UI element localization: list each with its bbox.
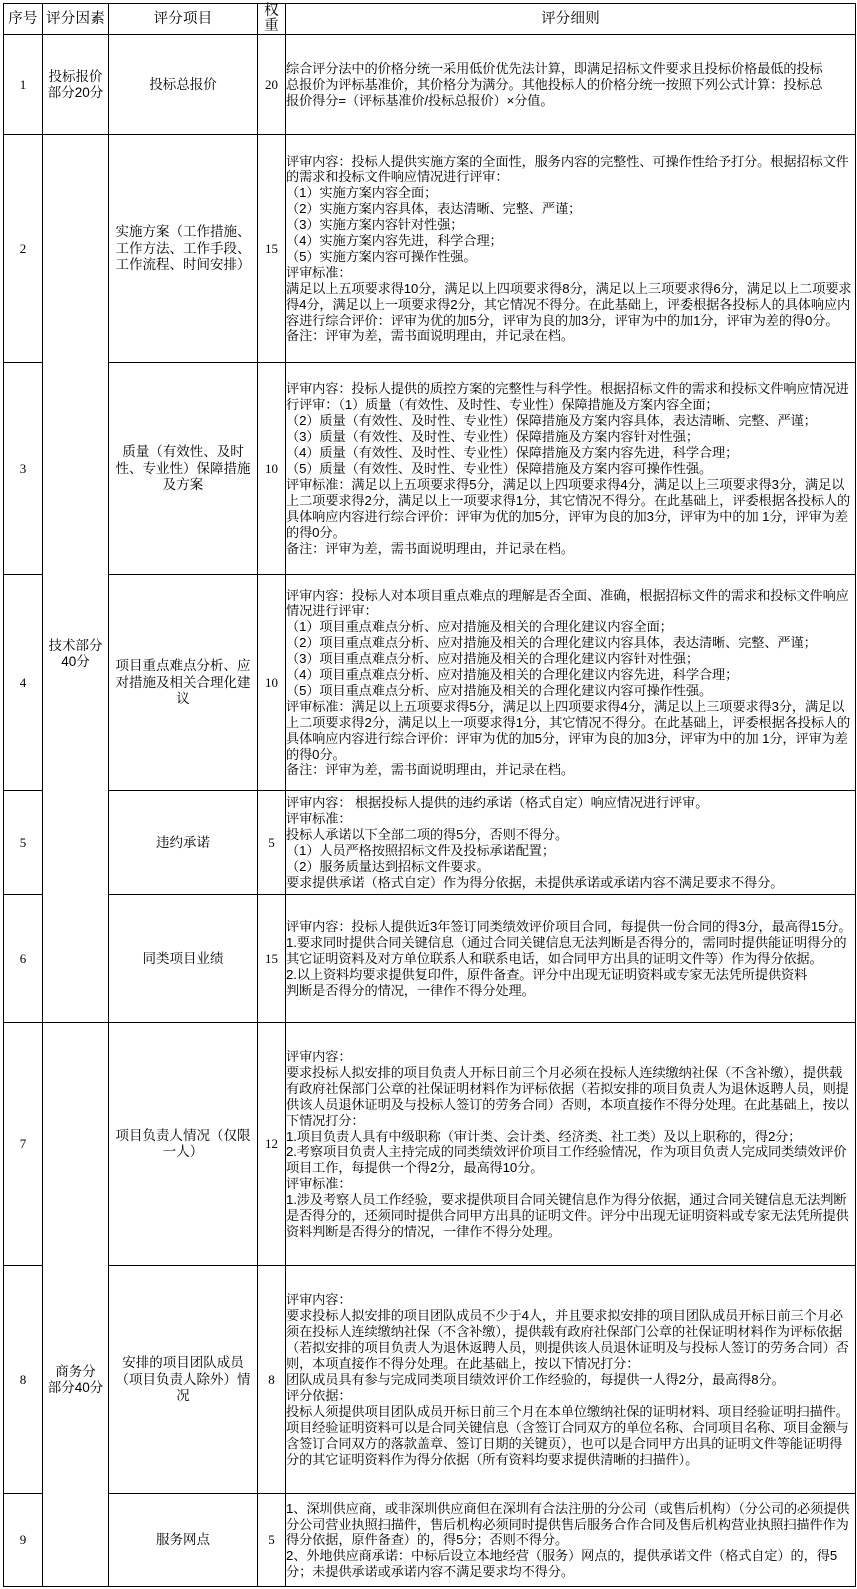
detail-line: 备注：评审为差，需书面说明理由，并记录在档。 [286,540,574,556]
detail-line: 1.要求同时提供合同关键信息（通过合同关键信息无法判断是否得分的，需同时提供能证明得分的其它证明资料及对方单位联系人和联系电话，如合同甲方出具的证明文件等）作为得分依据。 [286,935,847,966]
row-number: 5 [4,791,43,895]
scoring-item [109,363,258,575]
detail-line: 2.考察项目负责人主持完成的同类绩效评价项目工作经验情况，作为项目负责人完成同类绩效评价项目工作，每提供一个得2分，最高得10分。 [286,1144,847,1176]
weight-value: 5 [258,791,286,895]
scoring-item-line: 项目重点难点分析、 [115,658,237,674]
scoring-criteria-table [3,3,856,1587]
detail-line: 要求提供承诺（格式自定）作为得分依据，未提供承诺或承诺内容不满足要求不得分。 [286,874,784,890]
scoring-item-line: 及时性、专业性） [115,444,244,476]
detail-line: 评审内容： [286,1292,352,1308]
detail-line: （2）项目重点难点分析、应对措施及相关的合理化建议内容具体，表达清晰、完整、严谨； [286,635,817,651]
scoring-item [109,1266,258,1494]
scoring-detail [286,1023,856,1266]
scoring-detail [286,1266,856,1494]
weight-value: 8 [258,1266,286,1494]
weight-value: 5 [258,1494,286,1587]
scoring-item-line: 质量（有效性、 [122,444,217,460]
detail-line: 投标人须提供项目团队成员开标日前三个月在本单位缴纳社保的证明材料、项目经验证明扫描件。项目经验证明资料可以是合同关键信息（含签订合同双方的单位名称、合同项目名称、项目金额与含签订合同双方的落款盖章、签订日期的关键页），也可以是合同甲方出具的证明文件等能证明得分的其它证明资料作为得分依据（所有资料均要求提供清晰的扫描件）。 [286,1403,849,1467]
detail-line: 评审内容： [286,1049,352,1064]
scoring-item-line: 安排的项目团队成员 [122,1355,244,1371]
detail-line: （1）实施方案内容全面； [286,185,438,201]
header-weight: 权重 [258,4,286,35]
scoring-detail [286,363,856,575]
header-no: 序号 [4,4,43,35]
header-item: 评分项目 [109,4,258,35]
detail-line: 总报价为评标基准价，其价格分为满分。其他投标人的价格分统一按照下列公式计算：投标总 [286,76,823,92]
header-detail: 评分细则 [286,4,856,35]
factor-line: 投标报价 [48,69,103,85]
row-number: 6 [4,895,43,1023]
scoring-detail [286,575,856,791]
detail-line: 1.项目负责人具有中级职称（审计类、会计类、经济类、社工类）及以上职称的，得2分； [286,1128,802,1144]
detail-line: （3）项目重点难点分析、应对措施及相关的合理化建议内容针对性强； [286,651,699,667]
scoring-item-line: 实施方案（工作措施、 [115,224,251,240]
factor-business [43,1023,109,1587]
table-row [4,1494,856,1587]
factor-line: 部分20分 [47,84,104,100]
detail-line: 评审标准：满足以上五项要求得5分，满足以上四项要求得4分，满足以上三项要求得3分，满足以上二项要求得2分，满足以上一项要求得1分，其它情况不得分。在此基础上，评委根据各投标人的具体响应内容进行综合评价：评审为优的加5分，评审为良的加3分，评审为中的加 1分，评审为差的得0分。 [286,476,851,540]
detail-line: 评分依据： [286,1387,352,1403]
detail-line: 评审标准：满足以上五项要求得5分，满足以上四项要求得4分，满足以上三项要求得3分，满足以上二项要求得2分，满足以上一项要求得1分，其它情况不得分。在此基础上，评委根据各投标人的具体响应内容进行综合评价：评审为优的加5分，评审为良的加3分，评审为中的加 1分，评审为差的得0分。 [286,698,851,762]
detail-line: 评审内容：投标人提供的质控方案的完整性与科学性。根据招标文件的需求和投标文件响应情况进行评审：（1）质量（有效性、及时性、专业性）保障措施及方案内容全面； [286,381,849,413]
detail-line: （5）质量（有效性、及时性、专业性）保障措施及方案内容可操作性强。 [286,460,713,476]
factor-price [43,35,109,135]
detail-line: 1.涉及考察人员工作经验，要求提供项目合同关键信息作为得分依据，通过合同关键信息无法判断是否得分的，还须同时提供合同甲方出具的证明文件。评分中出现无证明资料或专家无法凭所提供资料判断是否得分的情况，一律作不得分处理。 [286,1192,849,1239]
scoring-item-line: 建议 [176,674,251,707]
row-number: 4 [4,575,43,791]
detail-line: （5）项目重点难点分析、应对措施及相关的合理化建议内容可操作性强。 [286,682,713,698]
detail-line: 要求投标人拟安排的项目负责人开标日前三个月必须在投标人连续缴纳社保（不含补缴），提供载有政府社保部门公章的社保证明材料作为评标依据（若拟安排的项目负责人为退休返聘人员，则提供该人员退休证明及与投标人签订的劳务合同）否则，本项直接作不得分处理。在此基础上，按以下情况打分： [286,1064,849,1128]
row-number: 8 [4,1266,43,1494]
detail-line: （1）人员严格按照招标文件及投标承诺配置； [286,842,555,858]
factor-line: 技术部分 [48,638,103,654]
detail-line: 投标人承诺以下全部二项的得5分，否则不得分。 [286,827,569,843]
detail-line: 满足以上五项要求得10分，满足以上四项要求得8分，满足以上三项要求得6分，满足以上二项要求得4分，满足以上一项要求得2分，其它情况不得分。在此基础上，评委根据各投标人的具体响应内容进行综合评价：评审为优的加5分，评审为良的加3分，评审为中的加1分，评审为差的得0分。 [286,280,852,328]
detail-line: 备注：评审为差，需书面说明理由，并记录在档。 [286,762,574,778]
row-number: 2 [4,135,43,363]
scoring-item [109,1023,258,1266]
factor-technical [43,135,109,1023]
weight-value: 15 [258,135,286,363]
detail-line: （2）质量（有效性、及时性、专业性）保障措施及方案内容具体，表达清晰、完整、严谨； [286,413,817,429]
table-row [4,895,856,1023]
weight-value: 10 [258,363,286,575]
weight-value: 10 [258,575,286,791]
detail-line: （5）实施方案内容可操作性强。 [286,248,477,264]
row-number: 7 [4,1023,43,1266]
detail-line: 综合评分法中的价格分统一采用低价优先法计算，即满足招标文件要求且投标价格最低的投标 [286,61,823,77]
detail-line: 2.以上资料均要求提供复印件，原件备查。评分中出现无证明资料或专家无法凭所提供资料 [286,966,808,982]
table-row [4,363,856,575]
detail-line: 要求投标人拟安排的项目团队成员不少于4人，并且要求拟安排的项目团队成员开标日前三个月必须在投标人连续缴纳社保（不含补缴），提供载有政府社保部门公章的社保证明材料作为评标依据（若拟安排的项目负责人为退休返聘人员，则提供该人员退休证明及与投标人签订的劳务合同）否则，本项直接作不得分处理。在此基础上，按以下情况打分： [286,1308,849,1372]
detail-line: （4）实施方案内容先进，科学合理； [286,233,503,249]
detail-line: 2、外地供应商承诺：中标后设立本地经营（服务）网点的，提供承诺文件（格式自定）的，得5分；未提供承诺或承诺内容不满足要求均不得分。 [286,1548,838,1580]
header-factor: 评分因素 [43,4,109,35]
detail-line: 评审内容：投标人提供实施方案的全面性，服务内容的完整性、可操作性给予打分。根据招标文件的需求和投标文件响应情况进行评审： [286,153,849,185]
scoring-item-line: 情况 [176,1371,251,1404]
detail-line: （2）实施方案内容具体，表达清晰、完整、严谨； [286,201,582,217]
detail-line: 团队成员具有参与完成同类项目绩效评价工作经验的，每提供一人得2分，最高得8分。 [286,1371,785,1387]
table-row [4,575,856,791]
scoring-detail [286,35,856,135]
table-row [4,1023,856,1266]
detail-line: 判断是否得分的情况，一律作不得分处理。 [286,982,535,998]
scoring-detail [286,895,856,1023]
detail-line: （1）项目重点难点分析、应对措施及相关的合理化建议内容全面； [286,619,673,635]
factor-line: 部分40分 [47,1379,104,1395]
detail-line: （4）质量（有效性、及时性、专业性）保障措施及方案内容先进，科学合理； [286,445,739,461]
detail-line: 评审内容：投标人对本项目重点难点的理解是否全面、准确，根据招标文件的需求和投标文件响应情况进行评审： [286,587,849,619]
weight-value: 12 [258,1023,286,1266]
table-row [4,1266,856,1494]
scoring-item: 投标总报价 [109,35,258,135]
row-number: 3 [4,363,43,575]
scoring-item [109,135,258,363]
scoring-detail [286,791,856,895]
detail-line: 评审标准： [286,811,352,827]
scoring-item-line: 工作流程、时间安排） [115,257,251,273]
row-number: 9 [4,1494,43,1587]
table-row [4,35,856,135]
weight-value: 20 [258,35,286,135]
detail-line: 评审标准： [286,1176,352,1192]
detail-line: （2）服务质量达到招标文件要求。 [286,858,490,874]
scoring-detail [286,135,856,363]
detail-line: 1、深圳供应商，或非深圳供应商但在深圳有合法注册的分公司（或售后机构）（分公司的必须提供分公司营业执照扫描件，售后机构必须同时提供售后服务合作合同及售后机构营业执照扫描件作为得分依据，原件备查）的，得5分；否则不得分。 [286,1500,850,1548]
row-number: 1 [4,35,43,135]
scoring-item-line: 工作方法、工作手段、 [115,240,251,256]
scoring-item: 服务网点 [109,1494,258,1587]
scoring-detail [286,1494,856,1587]
scoring-item: 同类项目业绩 [109,895,258,1023]
scoring-item-line: 项目负责人情况 [115,1127,210,1143]
table-row [4,135,856,363]
detail-line: 评审标准： [286,264,352,280]
scoring-item-line: 保障措施及方案 [162,460,251,493]
table-row [4,791,856,895]
detail-line: （3）实施方案内容针对性强； [286,217,464,233]
factor-line: 商务分 [55,1364,96,1380]
detail-line: （4）项目重点难点分析、应对措施及相关的合理化建议内容先进，科学合理； [286,667,739,683]
scoring-item-line: 应对措施及相关合理化 [115,658,251,690]
detail-line: （3）质量（有效性、及时性、专业性）保障措施及方案内容针对性强； [286,429,699,445]
weight-value: 15 [258,895,286,1023]
table-header-row [4,4,856,35]
factor-line: 40分 [61,653,90,669]
detail-line: 评审内容：投标人提供近3年签订同类绩效评价项目合同，每提供一份合同的得3分，最高得15分。 [286,919,852,935]
scoring-item: 违约承诺 [109,791,258,895]
detail-line: 报价得分=（评标基准价/投标总报价）×分值。 [286,92,554,108]
detail-line: 评审内容： 根据投标人提供的违约承诺（格式自定）响应情况进行评审。 [286,795,709,811]
detail-line: 备注：评审为差，需书面说明理由，并记录在档。 [286,328,574,344]
scoring-item [109,575,258,791]
scoring-item-line: （项目负责人除外） [115,1371,237,1387]
scoring-item-line: （仅限一人） [162,1127,251,1160]
